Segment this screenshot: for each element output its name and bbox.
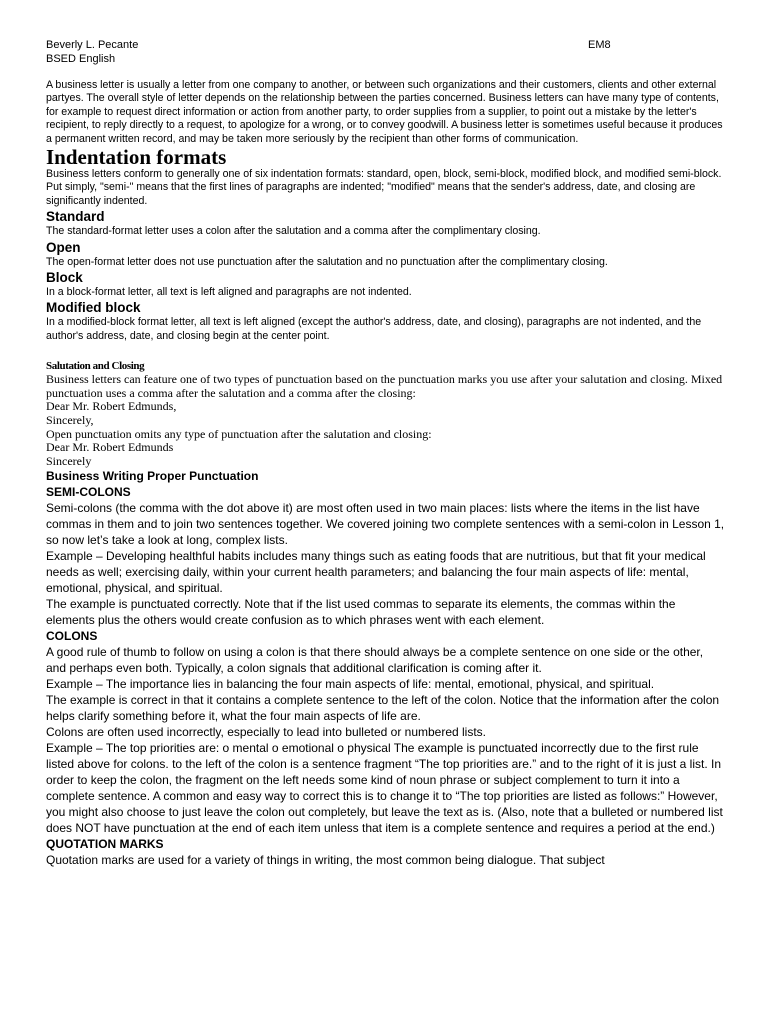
punctuation-title: Business Writing Proper Punctuation [46,469,259,484]
semicolons-example: Example – Developing healthful habits includes many things such as eating foods that are nutritious, but that fit your medical needs as well; exercising daily, within your current health parameters; and balancing the four main aspects of life: mental, emotional, physical, and spiritual. [46,549,706,596]
modified-block-heading: Modified block [46,300,141,316]
open-punctuation-paragraph: Open punctuation omits any type of punctuation after the salutation and closing: [46,426,432,441]
colons-example: Example – The importance lies in balancing the four main aspects of life: mental, emotional, physical, and spiritual. [46,677,655,692]
colons-paragraph: A good rule of thumb to follow on using a colon is that there should always be a complete sentence on one side or the other, and perhaps even both. Typically, a colon signals that additional clarification is coming after it. [46,645,704,676]
author-name: Beverly L. Pecante [46,39,139,51]
indentation-paragraph: Business letters conform to generally one of six indentation formats: standard, open, block, semi-block, modified block, and modified semi-block. Put simply, "semi-" means that the first lines of paragraphs are indented; "modified" means that the sender's address, date, and closing are significantly indented. [46,168,722,207]
colons-heading: COLONS [46,629,98,644]
course-name: BSED English [46,53,116,65]
document-header [46,38,726,66]
open-closing-example: Sincerely [46,453,92,468]
document-page [46,38,726,868]
colons-incorrect-example: Example – The top priorities are: o mental o emotional o physical The example is punctuated incorrectly due to the first rule listed above for colons. to the left of the colon is a sentence fragment “The top priorities are.” and to the right of it is just a list. In order to keep the colon, the fragment on the left needs some kind of noun phrase or subject complement to turn it into a complete sentence. A common and easy way to correct this is to change it to “The top priorities are listed as follows:” However, you might also choose to just leave the colon out completely, but leave the text as is. (Also, note that a bulleted or numbered list does NOT have punctuation at the end of each item unless that item is a complete sentence and requires a period at the end.) [46,741,723,836]
quotation-heading: QUOTATION MARKS [46,837,164,852]
standard-paragraph: The standard-format letter uses a colon after the salutation and a comma after the complimentary closing. [46,225,541,238]
mixed-salutation-example: Dear Mr. Robert Edmunds, [46,399,177,414]
colons-misuse: Colons are often used incorrectly, especially to lead into bulleted or numbered lists. [46,725,487,740]
mixed-closing-example: Sincerely, [46,413,94,428]
semicolons-note: The example is punctuated correctly. Note that if the list used commas to separate its elements, the commas within the elements plus the others would create confusion as to which phrases went with each element. [46,597,676,628]
semicolons-heading: SEMI-COLONS [46,485,131,500]
open-heading: Open [46,239,81,255]
standard-heading: Standard [46,209,105,225]
open-paragraph: The open-format letter does not use punctuation after the salutation and no punctuation after the complimentary closing. [46,255,608,268]
colons-explanation: The example is correct in that it contains a complete sentence to the left of the colon. Notice that the information after the colon helps clarify something before it, what the four main aspects of life are. [46,693,720,724]
open-salutation-example: Dear Mr. Robert Edmunds [46,440,174,455]
indentation-heading: Indentation formats [46,145,227,170]
intro-paragraph: A business letter is usually a letter from one company to another, or between such organizations and their customers, clients and other external partyes. The overall style of letter depends on the relationship between the parties concerned. Business letters can have many type of contents, for example to request direct information or action from another party, to order supplies from a supplier, to point out a mistake by the letter's recipient, to reply directly to a request, to apologize for a wrong, or to convey goodwill. A business letter is sometimes useful because it produces a permanent written record, and may be taken more seriously by the recipient than other forms of communication. [46,79,723,145]
modified-block-paragraph: In a modified-block format letter, all text is left aligned (except the author's address, date, and closing), paragraphs are not indented, and the author's address, date, and closing begin at the center point. [46,316,702,342]
block-paragraph: In a block-format letter, all text is left aligned and paragraphs are not indented. [46,286,412,299]
salutation-heading: Salutation and Closing [46,360,145,373]
course-code: EM8 [588,39,611,51]
salutation-paragraph: Business letters can feature one of two types of punctuation based on the punctuation marks you use after your salutation and closing. Mixed punctuation uses a comma after the salutation and a comma after the closing: [46,372,723,400]
quotation-paragraph: Quotation marks are used for a variety of things in writing, the most common being dialogue. That subject [46,853,605,868]
block-heading: Block [46,270,83,286]
semicolons-paragraph: Semi-colons (the comma with the dot above it) are most often used in two main places: lists where the items in the list have commas in them and to join two sentences together. We covered joining two complete sentences with a semi-colon in Lesson 1, so now let’s take a look at long, complex lists. [46,501,725,548]
